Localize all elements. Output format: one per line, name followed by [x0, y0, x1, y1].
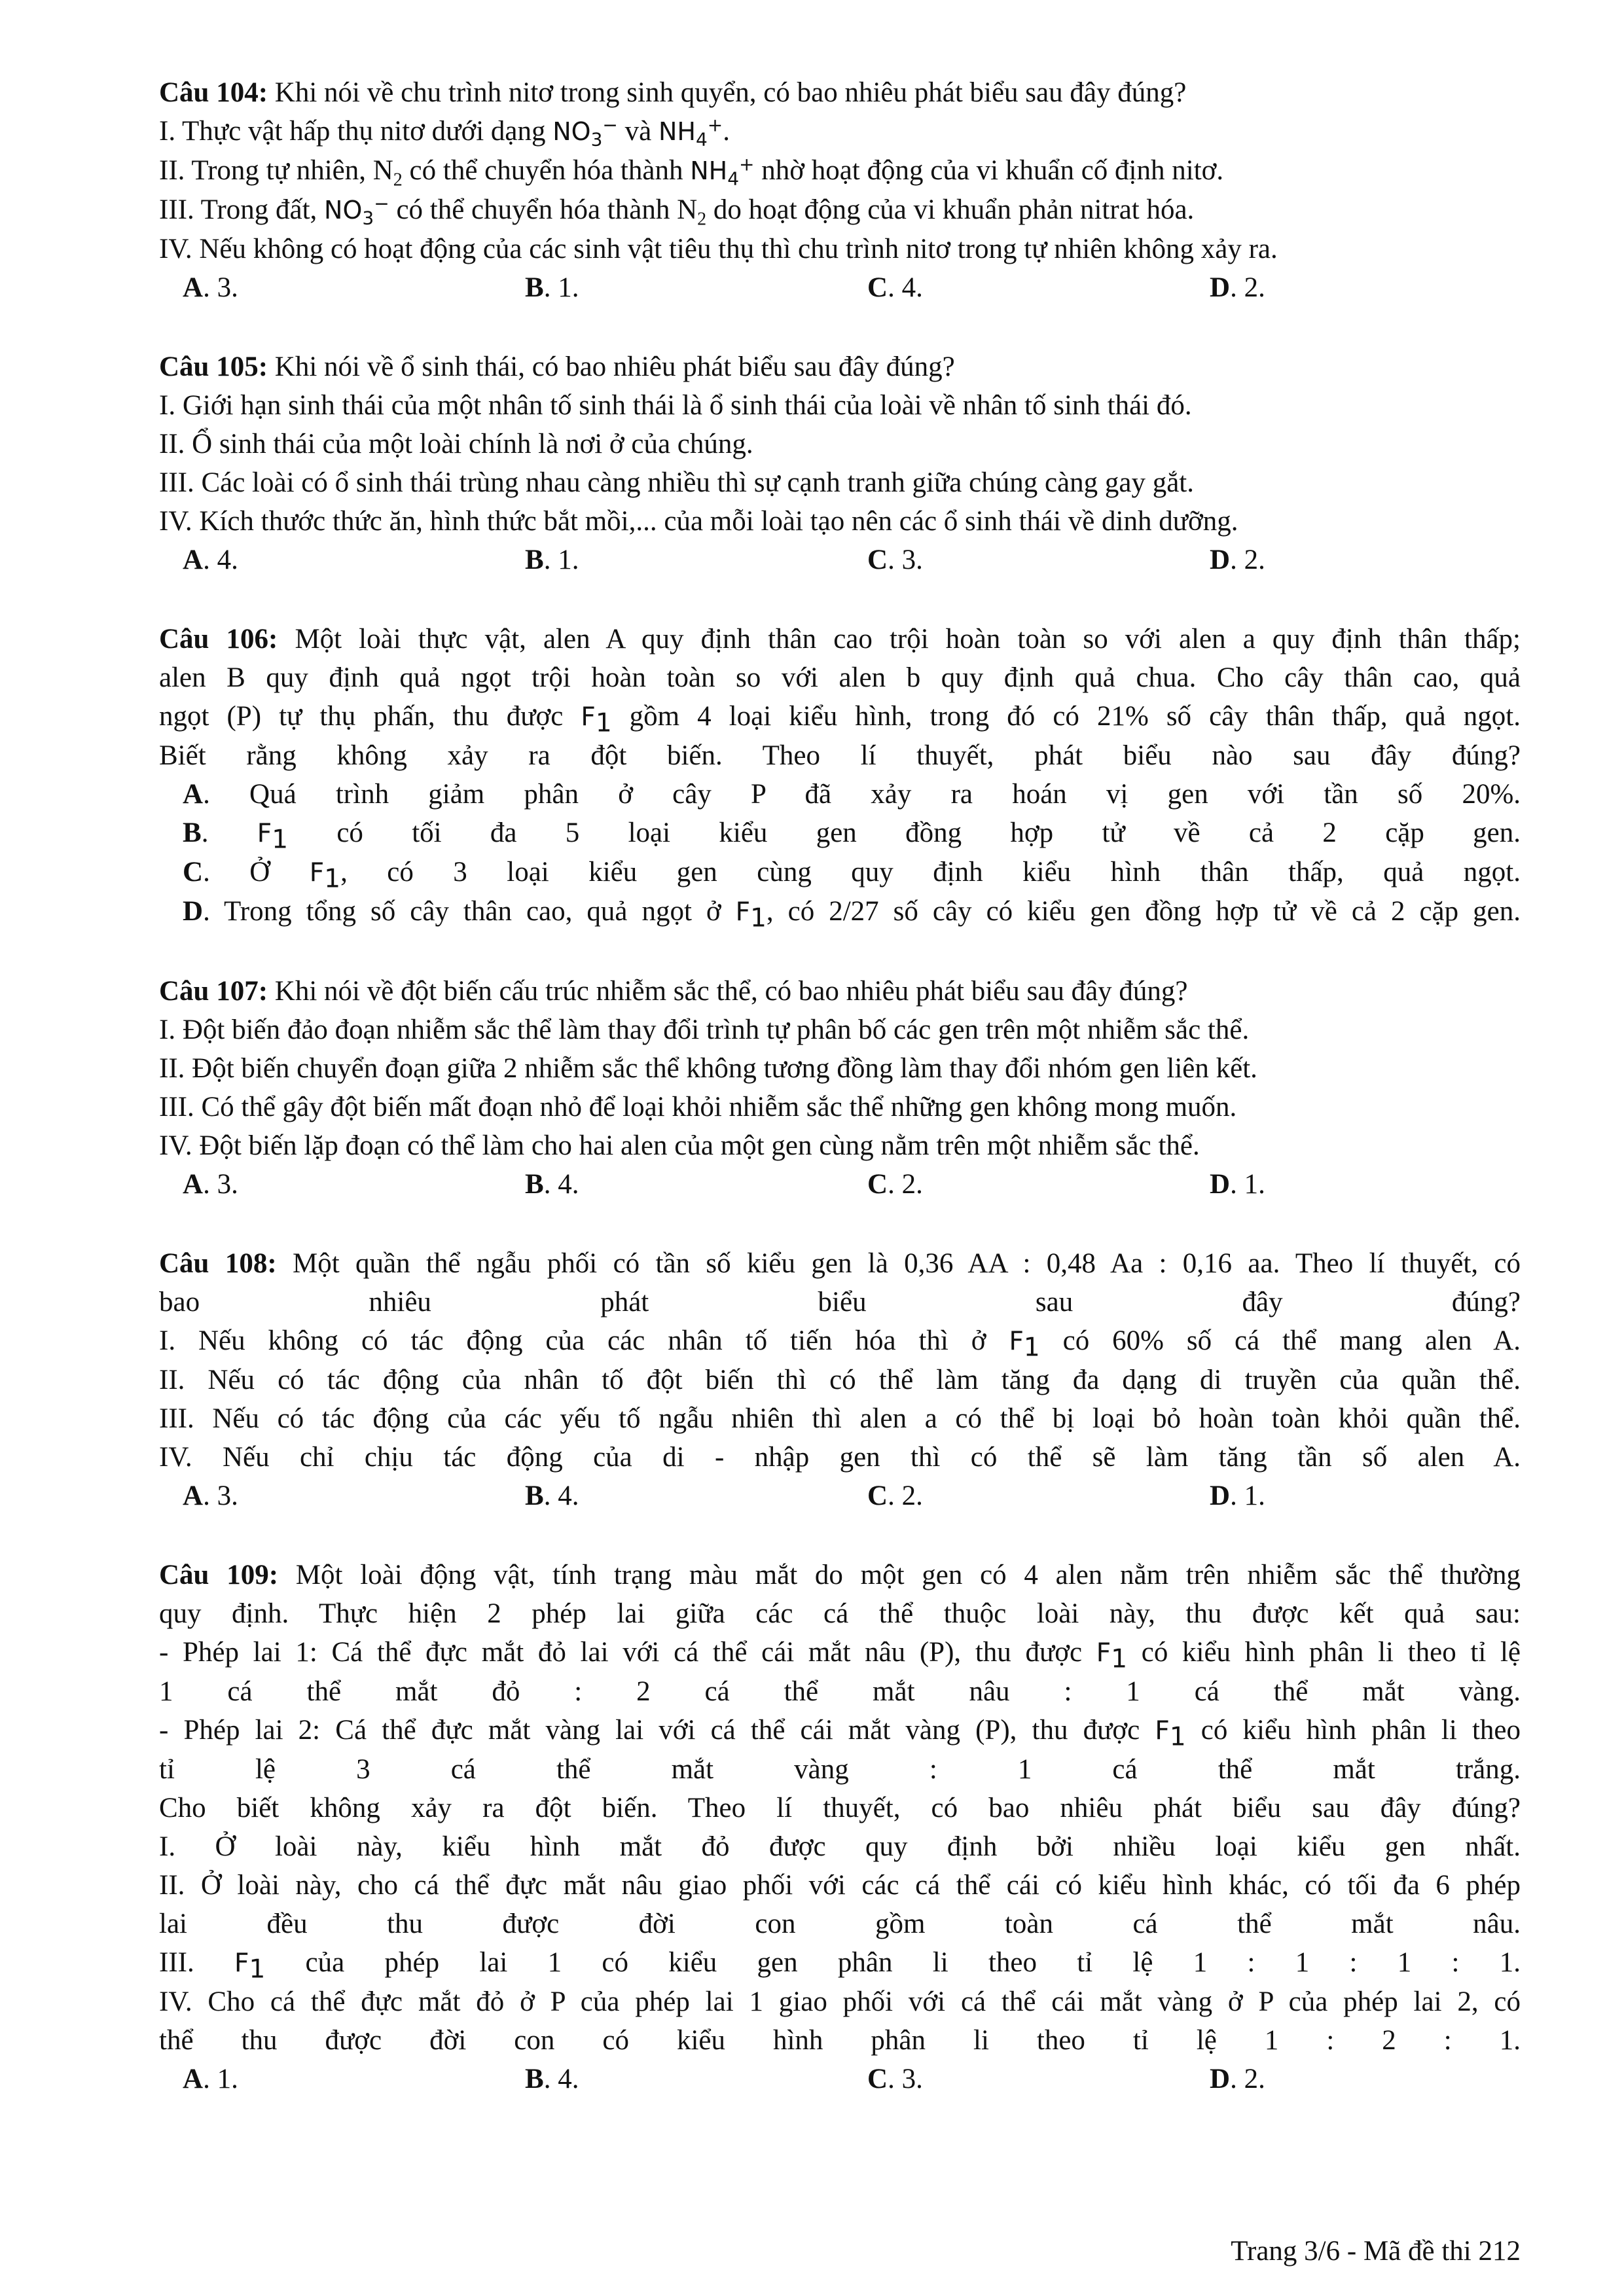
statement-4: IV. Cho cá thể đực mắt đỏ ở P của phép lai 1 giao phối với cá thể cái mắt vàng ở P của phép lai 2, có: [159, 1986, 1521, 2017]
answer-options: [159, 541, 1521, 579]
statement-2: II. Ổ sinh thái của một loài chính là nơi ở của chúng.: [159, 429, 753, 459]
question-108: [159, 1244, 1521, 1515]
option-c[interactable]: C. 2.: [867, 1480, 923, 1511]
statement-4-cont: thể thu được đời con có kiểu hình phân li theo tỉ lệ 1 : 2 : 1.: [159, 2025, 1521, 2056]
answer-options: [159, 2060, 1521, 2098]
statement-4: IV. Nếu không có hoạt động của các sinh vật tiêu thụ thì chu trình nitơ trong tự nhiên không xảy ra.: [159, 234, 1278, 264]
question-105: [159, 348, 1521, 579]
statement-1: I. Ở loài này, kiểu hình mắt đỏ được quy định bởi nhiều loại kiểu gen nhất.: [159, 1831, 1521, 1862]
statement-4: IV. Đột biến lặp đoạn có thể làm cho hai alen của một gen cùng nằm trên một nhiễm sắc thể.: [159, 1130, 1200, 1161]
option-a[interactable]: A. 3.: [183, 272, 238, 303]
option-a[interactable]: A. 3.: [183, 1169, 238, 1200]
option-d[interactable]: D. 2.: [1210, 2064, 1265, 2094]
statement-4: IV. Kích thước thức ăn, hình thức bắt mồi,... của mỗi loài tạo nên các ổ sinh thái về dinh dưỡng.: [159, 506, 1238, 537]
page-footer: Trang 3/6 - Mã đề thi 212: [1231, 2236, 1521, 2267]
cross-2-ratio: tỉ lệ 3 cá thể mắt vàng : 1 cá thể mắt trắng.: [159, 1754, 1521, 1785]
option-b[interactable]: B. 4.: [525, 1480, 579, 1511]
option-d[interactable]: D. 1.: [1210, 1169, 1265, 1200]
option-c[interactable]: C. 3.: [867, 545, 923, 575]
option-a[interactable]: A. 4.: [183, 545, 238, 575]
statement-2-cont: lai đều thu được đời con gồm toàn cá thể mắt nâu.: [159, 1909, 1521, 1939]
statement-2: II. Ở loài này, cho cá thể đực mắt nâu giao phối với các cá thể cái có kiểu hình khác, có tối đa 6 phép: [159, 1870, 1521, 1901]
option-c[interactable]: C. 3.: [867, 2064, 923, 2094]
question-stem-line-4: Biết rằng không xảy ra đột biến. Theo lí thuyết, phát biểu nào sau đây đúng?: [159, 740, 1521, 771]
question-number: Câu 109:: [159, 1560, 279, 1590]
option-b[interactable]: B. $F_1$ có tối đa 5 loại kiểu gen đồng hợp tử về cả 2 cặp gen.: [183, 817, 1521, 855]
statement-2: II. Đột biến chuyển đoạn giữa 2 nhiễm sắc thể không tương đồng làm thay đổi nhóm gen liên kết.: [159, 1053, 1257, 1084]
statement-1: I. Nếu không có tác động của các nhân tố tiến hóa thì ở $F_1$ có 60% số cá thể mang alen A.: [159, 1325, 1521, 1363]
cross-1-ratio: 1 cá thể mắt đỏ : 2 cá thể mắt nâu : 1 cá thể mắt vàng.: [159, 1676, 1521, 1707]
option-c[interactable]: C. 2.: [867, 1169, 923, 1200]
statement-2: II. Trong tự nhiên, $N_2$ có thể chuyển hóa thành $NH_4^+$ nhờ hoạt động của vi khuẩn cố định nitơ.: [159, 153, 1224, 190]
statement-3: III. Trong đất, $NO_3^-$ có thể chuyển hóa thành $N_2$ do hoạt động của vi khuẩn phản nitrat hóa.: [159, 192, 1195, 230]
option-a[interactable]: A. Quá trình giảm phân ở cây P đã xảy ra hoán vị gen với tần số 20%.: [183, 779, 1521, 810]
option-c[interactable]: C. Ở $F_1$, có 3 loại kiểu gen cùng quy định kiểu hình thân thấp, quả ngọt.: [183, 857, 1521, 894]
question-stem: Câu 108: Một quần thể ngẫu phối có tần số kiểu gen là 0,36 AA : 0,48 Aa : 0,16 aa. Theo lí thuyết, có: [159, 1248, 1521, 1279]
statement-3: III. Có thể gây đột biến mất đoạn nhỏ để loại khỏi nhiễm sắc thể những gen không mong muốn.: [159, 1092, 1237, 1122]
cross-1: - Phép lai 1: Cá thể đực mắt đỏ lai với cá thể cái mắt nâu (P), thu được $F_1$ có kiểu hình phân li theo tỉ lệ: [159, 1637, 1521, 1674]
question-stem: Câu 105: Khi nói về ổ sinh thái, có bao nhiêu phát biểu sau đây đúng?: [159, 351, 955, 382]
answer-options: [159, 1477, 1521, 1515]
option-a[interactable]: A. 1.: [183, 2064, 238, 2094]
question-107: [159, 972, 1521, 1204]
option-b[interactable]: B. 1.: [525, 545, 579, 575]
statement-1: I. Giới hạn sinh thái của một nhân tố sinh thái là ổ sinh thái của loài về nhân tố sinh thái đó.: [159, 390, 1192, 421]
option-d[interactable]: D. Trong tổng số cây thân cao, quả ngọt ở $F_1$, có 2/27 số cây có kiểu gen đồng hợp tử về cả 2 cặp gen.: [183, 896, 1521, 933]
question-stem-line-2: alen B quy định quả ngọt trội hoàn toàn so với alen b quy định quả chua. Cho cây thân cao, quả: [159, 662, 1521, 693]
question-106: [159, 620, 1521, 931]
statement-1: I. Thực vật hấp thụ nitơ dưới dạng $NO_3^-$ và $NH_4^+$.: [159, 114, 731, 151]
question-stem: Câu 106: Một loài thực vật, alen A quy định thân cao trội hoàn toàn so với alen a quy định thân thấp;: [159, 624, 1521, 655]
statement-4: IV. Nếu chỉ chịu tác động của di - nhập gen thì có thể sẽ làm tăng tần số alen A.: [159, 1442, 1521, 1473]
statement-3: III. $F_1$ của phép lai 1 có kiểu gen phân li theo tỉ lệ 1 : 1 : 1 : 1.: [159, 1947, 1521, 1984]
option-d[interactable]: D. 1.: [1210, 1480, 1265, 1511]
question-stem-line-3: ngọt (P) tự thụ phấn, thu được $F_1$ gồm 4 loại kiểu hình, trong đó có 21% số cây thân thấp, quả ngọt.: [159, 701, 1521, 738]
question-number: Câu 105:: [159, 351, 268, 382]
cross-2: - Phép lai 2: Cá thể đực mắt vàng lai với cá thể cái mắt vàng (P), thu được $F_1$ có kiểu hình phân li theo: [159, 1715, 1521, 1752]
exam-page: [159, 73, 1521, 2139]
question-stem-line-2: quy định. Thực hiện 2 phép lai giữa các cá thể thuộc loài này, thu được kết quả sau:: [159, 1598, 1521, 1629]
statement-1: I. Đột biến đảo đoạn nhiễm sắc thể làm thay đổi trình tự phân bố các gen trên một nhiễm sắc thể.: [159, 1014, 1250, 1045]
option-c[interactable]: C. 4.: [867, 272, 923, 303]
question-prompt: Cho biết không xảy ra đột biến. Theo lí thuyết, có bao nhiêu phát biểu sau đây đúng?: [159, 1793, 1521, 1823]
option-b[interactable]: B. 4.: [525, 2064, 579, 2094]
question-number: Câu 108:: [159, 1248, 277, 1279]
statement-3: III. Nếu có tác động của các yếu tố ngẫu nhiên thì alen a có thể bị loại bỏ hoàn toàn khỏi quần thể.: [159, 1403, 1521, 1434]
option-a[interactable]: A. 3.: [183, 1480, 238, 1511]
question-stem-line-2: bao nhiêu phát biểu sau đây đúng?: [159, 1287, 1521, 1318]
answer-options: [159, 1165, 1521, 1204]
option-d[interactable]: D. 2.: [1210, 272, 1265, 303]
answer-options: [159, 268, 1521, 307]
question-stem: Câu 104: Khi nói về chu trình nitơ trong sinh quyển, có bao nhiêu phát biểu sau đây đúng?: [159, 77, 1187, 108]
option-b[interactable]: B. 4.: [525, 1169, 579, 1200]
question-number: Câu 104:: [159, 77, 268, 108]
question-stem: Câu 109: Một loài động vật, tính trạng màu mắt do một gen có 4 alen nằm trên nhiễm sắc thể thường: [159, 1560, 1521, 1590]
question-number: Câu 106:: [159, 624, 278, 655]
question-109: [159, 1556, 1521, 2098]
statement-3: III. Các loài có ổ sinh thái trùng nhau càng nhiều thì sự cạnh tranh giữa chúng càng gay gắt.: [159, 467, 1195, 498]
statement-2: II. Nếu có tác động của nhân tố đột biến thì có thể làm tăng đa dạng di truyền của quần thể.: [159, 1365, 1521, 1395]
option-d[interactable]: D. 2.: [1210, 545, 1265, 575]
option-b[interactable]: B. 1.: [525, 272, 579, 303]
question-number: Câu 107:: [159, 976, 268, 1007]
question-stem: Câu 107: Khi nói về đột biến cấu trúc nhiễm sắc thể, có bao nhiêu phát biểu sau đây đúng?: [159, 976, 1188, 1007]
question-104: [159, 73, 1521, 307]
